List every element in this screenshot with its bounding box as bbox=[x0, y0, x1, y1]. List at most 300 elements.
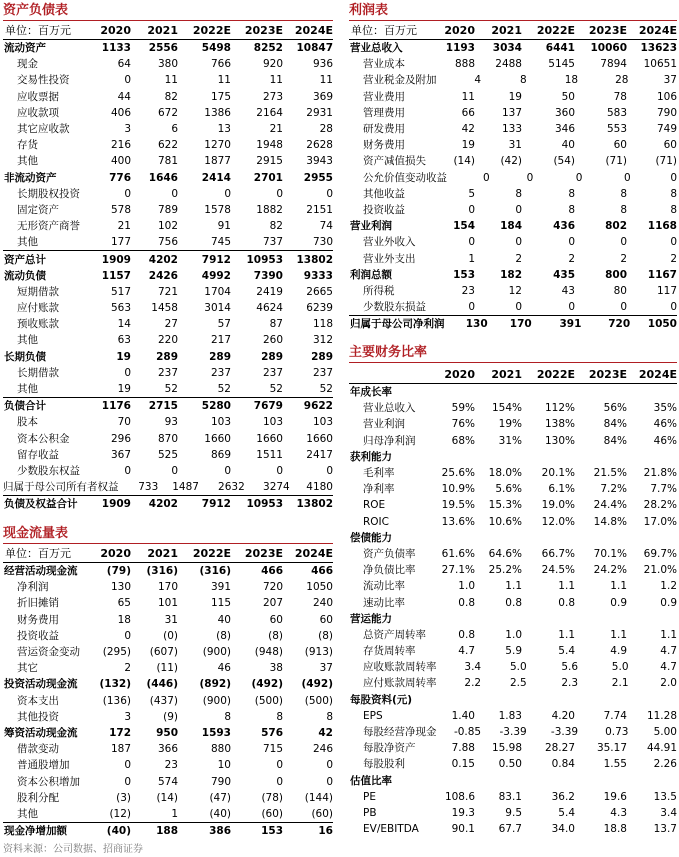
cell-value: 5.00 bbox=[653, 726, 677, 739]
cell-value: 0 bbox=[670, 236, 677, 249]
cell-value: 1487 bbox=[172, 481, 199, 494]
cell-value: 386 bbox=[209, 825, 231, 838]
table-row bbox=[349, 40, 677, 56]
cell-value: 2915 bbox=[256, 155, 283, 168]
table-row bbox=[349, 578, 677, 594]
row-label: 其他收益 bbox=[363, 187, 405, 200]
table-row bbox=[3, 709, 333, 725]
cell-value: 106 bbox=[656, 90, 677, 103]
cell-value: 38 bbox=[269, 662, 283, 675]
cell-value: 8 bbox=[620, 203, 627, 216]
row-label: 投资收益 bbox=[17, 629, 59, 642]
cell-value: 0 bbox=[326, 464, 333, 477]
cell-value: 380 bbox=[157, 58, 178, 71]
table-row bbox=[3, 628, 333, 644]
cell-value: (11) bbox=[156, 662, 178, 675]
cell-value: 790 bbox=[656, 106, 677, 119]
table-row bbox=[3, 822, 333, 839]
row-label: 股本 bbox=[17, 416, 38, 429]
cell-value: 5.9 bbox=[505, 645, 522, 658]
cell-value: 46 bbox=[217, 662, 231, 675]
cell-value: 220 bbox=[157, 334, 178, 347]
year-header: 2020 bbox=[444, 367, 475, 381]
cell-value: (42) bbox=[500, 155, 522, 168]
unit-label: 单位：百万元 bbox=[351, 24, 417, 37]
cell-value: 10651 bbox=[643, 58, 677, 71]
table-row bbox=[349, 234, 677, 250]
row-label: 固定资产 bbox=[17, 203, 59, 216]
cell-value: 0 bbox=[276, 775, 283, 788]
cell-value: 0 bbox=[124, 759, 131, 772]
cell-value: 3274 bbox=[263, 481, 290, 494]
table-row bbox=[349, 400, 677, 416]
cell-value: 44 bbox=[117, 90, 131, 103]
cell-value: 19% bbox=[498, 418, 522, 431]
cell-value: 83.1 bbox=[498, 790, 522, 803]
cell-value: 391 bbox=[559, 318, 582, 331]
cell-value: 11 bbox=[319, 74, 333, 87]
row-label: 其他 bbox=[17, 383, 38, 396]
cell-value: 1.1 bbox=[505, 580, 522, 593]
table-row bbox=[349, 449, 677, 465]
table-row bbox=[3, 121, 333, 137]
row-label: 速动比率 bbox=[363, 596, 405, 609]
table-row bbox=[3, 186, 333, 202]
table-row bbox=[3, 268, 333, 284]
cell-value: 1660 bbox=[204, 432, 231, 445]
table-row bbox=[3, 676, 333, 692]
cell-value: 3.4 bbox=[660, 806, 677, 819]
cell-value: 8 bbox=[568, 187, 575, 200]
cell-value: 60 bbox=[319, 613, 333, 626]
row-label: 经营活动现金流 bbox=[4, 565, 78, 578]
cell-value: 1193 bbox=[445, 42, 475, 55]
cell-value: 118 bbox=[312, 318, 333, 331]
cell-value: 578 bbox=[110, 203, 131, 216]
ratios-panel bbox=[349, 344, 677, 837]
cell-value: 43 bbox=[561, 284, 575, 297]
table-row bbox=[349, 89, 677, 105]
cell-value: 237 bbox=[262, 366, 283, 379]
cell-value: 8252 bbox=[253, 42, 283, 55]
row-label: 净利率 bbox=[363, 483, 395, 496]
table-row bbox=[3, 72, 333, 88]
cell-value: 346 bbox=[554, 123, 575, 136]
cell-value: (40) bbox=[209, 807, 231, 820]
cell-value: 31 bbox=[508, 139, 522, 152]
cell-value: 4.3 bbox=[610, 806, 627, 819]
cell-value: 1578 bbox=[204, 203, 231, 216]
row-label: 投资收益 bbox=[363, 203, 405, 216]
cell-value: 3943 bbox=[306, 155, 333, 168]
row-label: 资产负债率 bbox=[363, 547, 416, 560]
cell-value: 8 bbox=[515, 187, 522, 200]
cell-value: (79) bbox=[106, 565, 131, 578]
row-label: 股利分配 bbox=[17, 791, 59, 804]
cell-value: 1.2 bbox=[660, 580, 677, 593]
cell-value: 10847 bbox=[296, 42, 333, 55]
table-row bbox=[3, 414, 333, 430]
year-header: 2024E bbox=[294, 23, 333, 37]
table-row bbox=[349, 773, 677, 789]
row-label: 净利润 bbox=[17, 581, 49, 594]
balance-sheet-panel bbox=[3, 2, 333, 512]
cell-value: (0) bbox=[163, 629, 178, 642]
cell-value: 117 bbox=[656, 284, 677, 297]
cell-value: 17.0% bbox=[643, 515, 677, 528]
table-row bbox=[349, 186, 677, 202]
cell-value: 2931 bbox=[306, 106, 333, 119]
cell-value: 24.4% bbox=[593, 499, 627, 512]
cell-value: 9.5 bbox=[505, 806, 522, 819]
cell-value: 31 bbox=[164, 613, 178, 626]
cell-value: 2426 bbox=[148, 269, 178, 282]
cell-value: 37 bbox=[663, 74, 677, 87]
cell-value: 0 bbox=[515, 236, 522, 249]
row-label: 其它应收款 bbox=[17, 123, 70, 136]
row-label: 流动负债 bbox=[4, 269, 46, 282]
table-row bbox=[3, 137, 333, 153]
cell-value: 2.2 bbox=[464, 677, 482, 690]
row-label: 应收账款周转率 bbox=[363, 661, 437, 674]
cell-value: 1882 bbox=[256, 203, 283, 216]
cell-value: (316) bbox=[199, 565, 231, 578]
cell-value: (14) bbox=[453, 155, 475, 168]
cell-value: 8 bbox=[276, 710, 283, 723]
cell-value: 0 bbox=[515, 203, 522, 216]
unit-label: 单位：百万元 bbox=[5, 24, 71, 37]
cell-value: 108.6 bbox=[444, 790, 475, 803]
cell-value: 8 bbox=[670, 187, 677, 200]
cell-value: 553 bbox=[606, 123, 627, 136]
row-label: 每股股利 bbox=[363, 758, 405, 771]
cell-value: 400 bbox=[110, 155, 131, 168]
cell-value: (948) bbox=[254, 646, 283, 659]
row-label: 每股经营净现金 bbox=[363, 726, 437, 739]
cell-value: 721 bbox=[157, 285, 178, 298]
row-label: EPS bbox=[363, 709, 383, 722]
cell-value: 720 bbox=[262, 581, 283, 594]
cell-value: 800 bbox=[605, 268, 627, 281]
cell-value: 0.73 bbox=[605, 726, 629, 739]
cell-value: 93 bbox=[164, 416, 178, 429]
row-label: 流动资产 bbox=[4, 42, 46, 55]
cell-value: 2 bbox=[620, 252, 627, 265]
cell-value: 2556 bbox=[148, 42, 178, 55]
table-row bbox=[349, 756, 677, 772]
cell-value: 27.1% bbox=[441, 564, 475, 577]
cell-value: 23 bbox=[461, 284, 475, 297]
year-header: 2020 bbox=[100, 546, 131, 560]
cell-value: 21.5% bbox=[593, 467, 627, 480]
cell-value: 391 bbox=[210, 581, 231, 594]
ratios-title: 主要财务比率 bbox=[349, 344, 677, 363]
cell-value: 0 bbox=[468, 301, 475, 314]
year-header: 2024E bbox=[294, 546, 333, 560]
row-label: 管理费用 bbox=[363, 106, 405, 119]
balance-sheet-rows bbox=[3, 40, 333, 512]
cell-value: 0.9 bbox=[660, 596, 677, 609]
cell-value: 4992 bbox=[201, 269, 231, 282]
table-row bbox=[349, 465, 677, 481]
cell-value: 0 bbox=[623, 171, 631, 184]
row-label: 营业利润 bbox=[363, 418, 405, 431]
cell-value: 2.0 bbox=[660, 677, 677, 690]
cell-value: 1.83 bbox=[498, 709, 522, 722]
table-row bbox=[349, 170, 677, 186]
table-row bbox=[349, 692, 677, 708]
cell-value: 182 bbox=[500, 268, 522, 281]
cell-value: 18 bbox=[117, 613, 131, 626]
cell-value: 920 bbox=[262, 58, 283, 71]
row-label: 获利能力 bbox=[350, 450, 392, 463]
row-label: 其他 bbox=[17, 334, 38, 347]
cell-value: 5280 bbox=[201, 400, 231, 413]
table-row bbox=[3, 806, 333, 822]
cell-value: 102 bbox=[157, 220, 178, 233]
row-label: 负债合计 bbox=[4, 400, 46, 413]
row-label: 现金 bbox=[17, 58, 38, 71]
cell-value: (8) bbox=[216, 629, 231, 642]
cell-value: 19.3 bbox=[451, 806, 475, 819]
row-label: 营业利润 bbox=[350, 220, 392, 233]
cell-value: 466 bbox=[261, 565, 283, 578]
row-label: 负债及权益合计 bbox=[4, 498, 78, 511]
table-row bbox=[3, 595, 333, 611]
cell-value: 46% bbox=[653, 434, 677, 447]
table-row bbox=[3, 56, 333, 72]
cell-value: 91 bbox=[217, 220, 231, 233]
row-label: 所得税 bbox=[363, 284, 395, 297]
cell-value: 745 bbox=[210, 236, 231, 249]
table-row bbox=[349, 514, 677, 530]
cell-value: (8) bbox=[318, 629, 333, 642]
cell-value: 44.91 bbox=[646, 742, 677, 755]
table-row bbox=[349, 659, 677, 675]
cell-value: 0.50 bbox=[498, 758, 522, 771]
cell-value: 103 bbox=[262, 416, 283, 429]
cell-value: 0 bbox=[326, 187, 333, 200]
row-label: 营业总收入 bbox=[363, 402, 416, 415]
cell-value: 2414 bbox=[201, 171, 231, 184]
cell-value: 4.7 bbox=[458, 645, 475, 658]
row-label: 年成长率 bbox=[350, 386, 392, 399]
cell-value: 1646 bbox=[148, 171, 178, 184]
cell-value: 13.6% bbox=[441, 515, 475, 528]
cell-value: 1704 bbox=[204, 285, 231, 298]
table-row bbox=[3, 660, 333, 676]
year-header: 2022E bbox=[536, 367, 575, 381]
row-label: 短期借款 bbox=[17, 285, 59, 298]
cell-value: 1.55 bbox=[603, 758, 627, 771]
cell-value: 1.1 bbox=[610, 580, 627, 593]
cell-value: 1157 bbox=[101, 269, 131, 282]
table-row bbox=[349, 481, 677, 497]
cell-value: 5.6% bbox=[495, 483, 522, 496]
row-label: 少数股东权益 bbox=[17, 464, 80, 477]
cell-value: 10060 bbox=[590, 42, 627, 55]
cell-value: 8 bbox=[670, 203, 677, 216]
row-label: PB bbox=[363, 806, 377, 819]
cash-flow-title: 现金流量表 bbox=[3, 525, 333, 544]
income-statement-rows bbox=[349, 40, 677, 332]
row-label: 营业税金及附加 bbox=[363, 74, 437, 87]
cell-value: 63 bbox=[117, 334, 131, 347]
cell-value: 19 bbox=[461, 139, 475, 152]
cell-value: 289 bbox=[261, 350, 283, 363]
cell-value: 0 bbox=[171, 187, 178, 200]
cell-value: (500) bbox=[304, 694, 333, 707]
cell-value: 34.0 bbox=[551, 823, 575, 836]
cell-value: 733 bbox=[138, 481, 159, 494]
income-statement-panel bbox=[349, 2, 677, 332]
cell-value: 60 bbox=[663, 139, 677, 152]
cell-value: 60 bbox=[613, 139, 627, 152]
cash-flow-header bbox=[3, 544, 333, 563]
table-row bbox=[3, 153, 333, 169]
cell-value: 12 bbox=[508, 284, 522, 297]
cell-value: (316) bbox=[146, 565, 178, 578]
row-label: 营运资金变动 bbox=[17, 646, 80, 659]
table-row bbox=[349, 497, 677, 513]
cell-value: 20.1% bbox=[541, 467, 575, 480]
cell-value: 0 bbox=[276, 187, 283, 200]
cell-value: 4.20 bbox=[551, 709, 575, 722]
cell-value: 1.40 bbox=[451, 709, 475, 722]
cell-value: 749 bbox=[656, 123, 677, 136]
ratios-rows bbox=[349, 384, 677, 837]
table-row bbox=[3, 563, 333, 579]
cell-value: 1.0 bbox=[505, 628, 522, 641]
cell-value: 42 bbox=[461, 123, 475, 136]
cell-value: 130 bbox=[465, 318, 488, 331]
row-label: 财务费用 bbox=[17, 613, 59, 626]
cell-value: 10953 bbox=[246, 253, 283, 266]
cell-value: 4.7 bbox=[660, 645, 677, 658]
table-row bbox=[3, 495, 333, 512]
table-row bbox=[349, 72, 677, 88]
cell-value: (500) bbox=[254, 694, 283, 707]
year-header: 2023E bbox=[244, 23, 283, 37]
cell-value: 2 bbox=[124, 662, 131, 675]
row-label: 投资活动现金流 bbox=[4, 678, 78, 691]
ratios-header bbox=[349, 365, 677, 384]
cell-value: 576 bbox=[261, 726, 283, 739]
table-row bbox=[349, 594, 677, 610]
table-row bbox=[3, 40, 333, 56]
table-row bbox=[349, 384, 677, 400]
cell-value: 19 bbox=[508, 90, 522, 103]
cell-value: 5498 bbox=[201, 42, 231, 55]
cell-value: 13802 bbox=[296, 498, 333, 511]
cash-flow-rows bbox=[3, 563, 333, 839]
cell-value: (437) bbox=[149, 694, 178, 707]
cell-value: 622 bbox=[157, 139, 178, 152]
row-label: 少数股东损益 bbox=[363, 301, 426, 314]
cell-value: 0 bbox=[171, 464, 178, 477]
cell-value: 46% bbox=[653, 418, 677, 431]
cell-value: 0 bbox=[124, 74, 131, 87]
cell-value: 880 bbox=[210, 743, 231, 756]
cell-value: 0 bbox=[124, 775, 131, 788]
cell-value: 138% bbox=[544, 418, 575, 431]
table-row bbox=[349, 821, 677, 837]
row-label: 营业总收入 bbox=[350, 42, 403, 55]
table-row bbox=[3, 316, 333, 332]
cell-value: -3.39 bbox=[499, 726, 527, 739]
cell-value: 2164 bbox=[256, 106, 283, 119]
cell-value: (492) bbox=[251, 678, 283, 691]
cell-value: 672 bbox=[157, 106, 178, 119]
row-label: 偿债能力 bbox=[350, 531, 392, 544]
cell-value: 9333 bbox=[303, 269, 333, 282]
cell-value: 237 bbox=[157, 366, 178, 379]
cell-value: 28 bbox=[319, 123, 333, 136]
cell-value: 1909 bbox=[101, 498, 131, 511]
cell-value: 1.0 bbox=[458, 580, 475, 593]
cell-value: 15.98 bbox=[491, 742, 522, 755]
table-row bbox=[3, 105, 333, 121]
cell-value: 11 bbox=[461, 90, 475, 103]
cell-value: 0 bbox=[515, 301, 522, 314]
row-label: 留存收益 bbox=[17, 448, 59, 461]
cell-value: 8 bbox=[620, 187, 627, 200]
cell-value: 2.1 bbox=[611, 677, 629, 690]
table-row bbox=[3, 644, 333, 660]
cell-value: 11 bbox=[164, 74, 178, 87]
row-label: 存货周转率 bbox=[363, 645, 416, 658]
row-label: 营业外支出 bbox=[363, 252, 416, 265]
year-header: 2020 bbox=[444, 23, 475, 37]
cell-value: 42 bbox=[318, 726, 333, 739]
cell-value: 4.7 bbox=[660, 661, 677, 674]
cell-value: 64.6% bbox=[488, 547, 522, 560]
cell-value: 14 bbox=[117, 318, 131, 331]
cell-value: 13.5 bbox=[653, 790, 677, 803]
cell-value: 1.1 bbox=[610, 628, 627, 641]
cell-value: 19 bbox=[117, 383, 131, 396]
cell-value: (60) bbox=[311, 807, 333, 820]
cell-value: (900) bbox=[202, 694, 231, 707]
row-label: 交易性投资 bbox=[17, 74, 70, 87]
row-label: 应付账款周转率 bbox=[363, 677, 437, 690]
cell-value: 80 bbox=[613, 284, 627, 297]
cell-value: -0.85 bbox=[453, 726, 482, 739]
row-label: 净负债比率 bbox=[363, 564, 416, 577]
cell-value: (913) bbox=[304, 646, 333, 659]
table-row bbox=[3, 479, 333, 495]
cell-value: 7.7% bbox=[650, 483, 677, 496]
cell-value: 133 bbox=[501, 123, 522, 136]
table-row bbox=[3, 381, 333, 397]
row-label: PE bbox=[363, 790, 376, 803]
cell-value: 8 bbox=[520, 74, 527, 87]
year-header: 2024E bbox=[638, 23, 677, 37]
cell-value: 6441 bbox=[545, 42, 575, 55]
cell-value: 154% bbox=[491, 402, 522, 415]
cell-value: 2955 bbox=[303, 171, 333, 184]
cell-value: 11 bbox=[269, 74, 283, 87]
cell-value: 1 bbox=[171, 807, 178, 820]
cell-value: 2151 bbox=[306, 203, 333, 216]
cell-value: 10.9% bbox=[441, 483, 475, 496]
table-row bbox=[349, 250, 677, 266]
table-row bbox=[3, 300, 333, 316]
table-row bbox=[3, 218, 333, 234]
cell-value: 1050 bbox=[647, 318, 677, 331]
cell-value: 76% bbox=[451, 418, 475, 431]
cell-value: (60) bbox=[261, 807, 283, 820]
